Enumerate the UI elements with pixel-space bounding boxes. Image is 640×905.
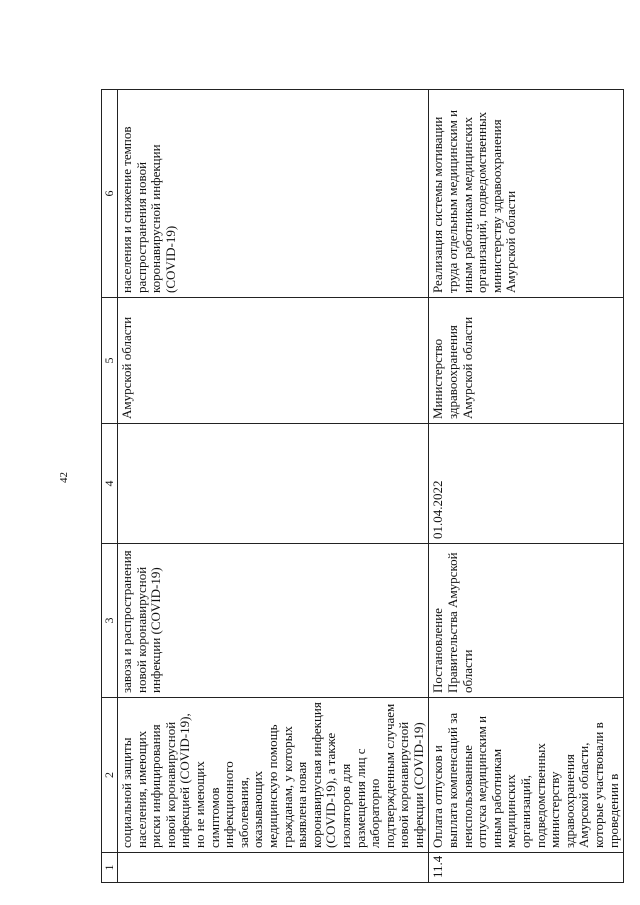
table-container <box>101 90 621 883</box>
header-cell: 6 <box>102 90 118 298</box>
result-cell: населения и снижение темпов распространения новой коронавирусной инфекции (COVID-19) <box>118 90 429 298</box>
header-cell: 3 <box>102 544 118 698</box>
responsible-cell: Министерство здравоохранения Амурской области <box>429 298 624 424</box>
responsible-cell: Амурской области <box>118 298 429 424</box>
measures-table <box>101 89 624 883</box>
table-row <box>118 90 429 883</box>
basis-cell: завоза и распространения новой коронавирусной инфекции (COVID-19) <box>118 544 429 698</box>
header-cell: 4 <box>102 424 118 544</box>
header-cell: 5 <box>102 298 118 424</box>
row-number-cell: 11.4 <box>429 853 624 883</box>
table-header-row <box>102 90 118 883</box>
table-row <box>429 90 624 883</box>
deadline-cell <box>118 424 429 544</box>
measure-name-cell: Оплата отпусков и выплата компенсаций за неиспользованные отпуска медицинским и иным работникам медицинских организаций, подведомственных министерству здравоохранения Амурской области, которые участвовали в проведении в <box>429 698 624 853</box>
header-cell: 2 <box>102 698 118 853</box>
row-number-cell <box>118 853 429 883</box>
page-number: 42 <box>58 472 70 484</box>
measure-name-cell: социальной защиты населения, имеющих риски инфицирования новой коронавирусной инфекцией (COVID-19), но не имеющих симптомов инфекционного заболевания, оказывающих медицинскую помощь гражданам, у которых выявлена новая коронавирусная инфекция (COVID-19), а также изоляторов для размещения лиц с лабораторно подтвержденным случаем новой коронавирусной инфекции (COVID-19) <box>118 698 429 853</box>
deadline-cell: 01.04.2022 <box>429 424 624 544</box>
header-cell: 1 <box>102 853 118 883</box>
basis-cell: Постановление Правительства Амурской области <box>429 544 624 698</box>
result-cell: Реализация системы мотивации труда отдельным медицинским и иным работникам медицинских организаций, подведомственных министерству здравоохранения Амурской области <box>429 90 624 298</box>
